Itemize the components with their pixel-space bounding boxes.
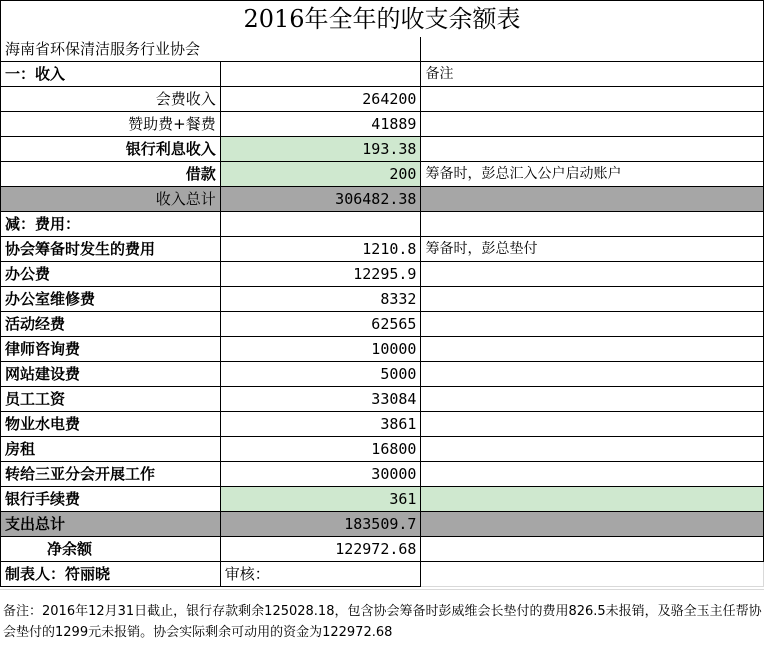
income-header-row	[1, 62, 764, 87]
table-row	[1, 112, 764, 137]
remarks-header: 备注	[421, 62, 764, 87]
income-value: 200	[221, 162, 422, 187]
table-row	[1, 362, 764, 387]
expense-total-value: 183509.7	[221, 512, 422, 537]
expense-label: 活动经费	[1, 312, 221, 337]
expense-note	[421, 337, 764, 362]
table-row	[1, 262, 764, 287]
income-note: 筹备时，彭总汇入公户启动账户	[421, 162, 764, 187]
table-row	[1, 137, 764, 162]
expense-note	[421, 362, 764, 387]
table-row	[1, 487, 764, 512]
income-value: 193.38	[221, 137, 422, 162]
signature-note	[421, 562, 764, 587]
expense-value: 16800	[221, 437, 422, 462]
income-note	[421, 137, 764, 162]
signature-row	[1, 562, 764, 587]
expense-note	[421, 437, 764, 462]
income-note	[421, 112, 764, 137]
expense-value: 62565	[221, 312, 422, 337]
net-value: 122972.68	[221, 537, 422, 562]
income-total-value: 306482.38	[221, 187, 422, 212]
income-label: 银行利息收入	[1, 137, 221, 162]
net-label: 净余额	[1, 537, 221, 562]
table-row	[1, 87, 764, 112]
expense-note	[421, 412, 764, 437]
org-row	[1, 37, 764, 62]
table-row	[1, 337, 764, 362]
expense-value: 12295.9	[221, 262, 422, 287]
expense-total-label: 支出总计	[1, 512, 221, 537]
net-note	[421, 537, 764, 562]
expense-label: 协会筹备时发生的费用	[1, 237, 221, 262]
title-row	[0, 0, 764, 37]
income-total-note	[421, 187, 764, 212]
expense-label: 办公费	[1, 262, 221, 287]
expense-header-row	[1, 212, 764, 237]
expense-value: 3861	[221, 412, 422, 437]
table-row	[1, 387, 764, 412]
table-row	[1, 462, 764, 487]
expense-note	[421, 262, 764, 287]
expense-value: 1210.8	[221, 237, 422, 262]
expense-header-value	[221, 212, 422, 237]
expense-label: 律师咨询费	[1, 337, 221, 362]
expense-value: 8332	[221, 287, 422, 312]
expense-header-note	[421, 212, 764, 237]
expense-value: 5000	[221, 362, 422, 387]
expense-value: 361	[221, 487, 422, 512]
expense-note	[421, 312, 764, 337]
income-label: 借款	[1, 162, 221, 187]
expense-value: 10000	[221, 337, 422, 362]
income-total-row	[1, 187, 764, 212]
expense-note	[421, 462, 764, 487]
table-row	[1, 237, 764, 262]
table-row	[1, 437, 764, 462]
reviewer: 审核：	[221, 562, 422, 587]
expense-note	[421, 387, 764, 412]
income-header: 一：收入	[1, 62, 221, 87]
expense-value: 30000	[221, 462, 422, 487]
income-header-value	[221, 62, 422, 87]
income-total-label: 收入总计	[1, 187, 221, 212]
expense-label: 房租	[1, 437, 221, 462]
table-row	[1, 412, 764, 437]
net-row	[1, 537, 764, 562]
org-name: 海南省环保清洁服务行业协会	[1, 37, 421, 62]
preparer: 制表人：符丽晓	[1, 562, 221, 587]
income-value: 41889	[221, 112, 422, 137]
divider	[0, 589, 764, 590]
income-label: 会费收入	[1, 87, 221, 112]
income-label: 赞助费+餐费	[1, 112, 221, 137]
expense-label: 员工工资	[1, 387, 221, 412]
org-row-remark	[421, 37, 764, 62]
expense-value: 33084	[221, 387, 422, 412]
expense-label: 办公室维修费	[1, 287, 221, 312]
expense-note	[421, 487, 764, 512]
table-row	[1, 287, 764, 312]
table-row	[1, 162, 764, 187]
income-value: 264200	[221, 87, 422, 112]
expense-note: 筹备时，彭总垫付	[421, 237, 764, 262]
income-note	[421, 87, 764, 112]
expense-label: 银行手续费	[1, 487, 221, 512]
expense-note	[421, 287, 764, 312]
expense-label: 转给三亚分会开展工作	[1, 462, 221, 487]
table-row	[1, 312, 764, 337]
expense-header: 减：费用：	[1, 212, 221, 237]
expense-total-note	[421, 512, 764, 537]
page-title: 2016年全年的收支余额表	[243, 5, 521, 33]
expense-total-row	[1, 512, 764, 537]
expense-label: 网站建设费	[1, 362, 221, 387]
table-grid	[0, 37, 764, 587]
expense-label: 物业水电费	[1, 412, 221, 437]
footnote: 备注：2016年12月31日截止，银行存款剩余125028.18，包含协会筹备时彭威维会长垫付的费用826.5未报销，及骆全玉主任帮协会垫付的1299元未报销。协会实际剩余可动用的资金为122972.68	[3, 604, 762, 640]
